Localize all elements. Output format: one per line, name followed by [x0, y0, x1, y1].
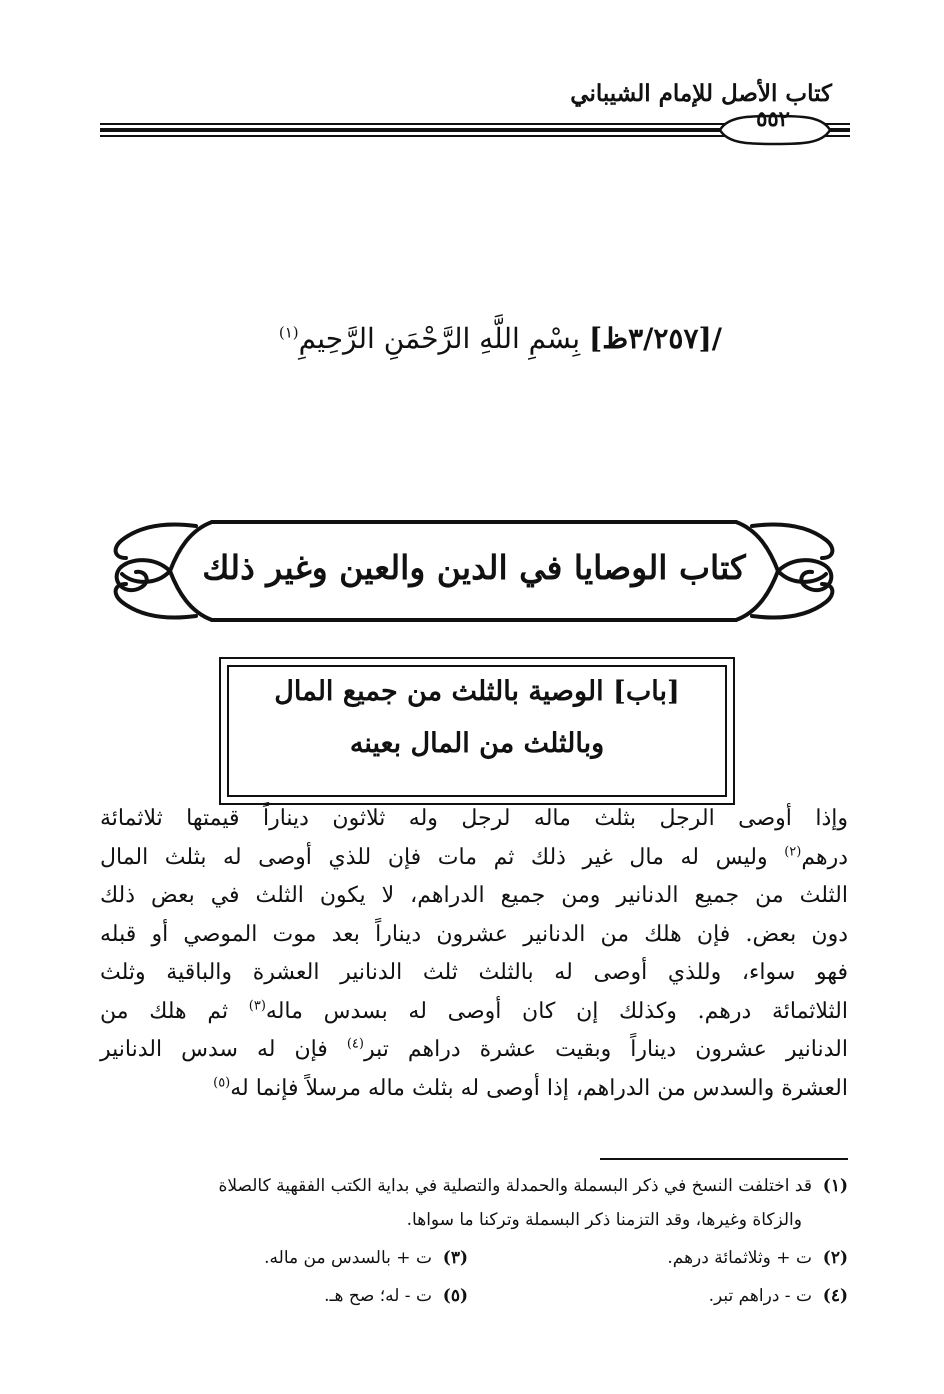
- page-number: ٥٥٢: [756, 106, 790, 131]
- chapter-heading: [باب] الوصية بالثلث من جميع المال: [274, 676, 680, 707]
- basmala-line: [279, 322, 722, 355]
- footnote-number: (٢): [822, 1248, 848, 1268]
- body-text-run: وليس له مال غير ذلك ثم مات فإن للذي أوصى له بثلث المال: [100, 844, 785, 870]
- footnote-text: ت - دراهم تبر.: [708, 1286, 812, 1306]
- footnote-3: [264, 1248, 468, 1268]
- body-text-run: الثلاثمائة درهم. وكذلك إن كان أوصى له بسدس ماله: [265, 998, 848, 1024]
- body-text-run: الدنانير عشرون ديناراً وبقيت عشرة دراهم تبر: [363, 1037, 848, 1062]
- footnote-1: [218, 1176, 848, 1196]
- body-line: فهو سواء، وللذي أوصى له بالثلث ثلث الدنانير العشرة والباقية وثلث: [100, 960, 848, 985]
- footnote-text: ت + بالسدس من ماله.: [264, 1248, 432, 1268]
- body-text-run: العشرة والسدس من الدراهم، إذا أوصى له بثلث ماله مرسلاً فإنما له: [230, 1075, 848, 1101]
- body-text-run: ثم هلك من: [100, 998, 249, 1024]
- body-text-run: درهم: [801, 844, 848, 870]
- body-line: دون بعض. فإن هلك من الدنانير عشرون ديناراً بعد موت الموصي أو قبله: [100, 921, 848, 947]
- body-line: [100, 1031, 848, 1070]
- footnote-number: (٥): [442, 1286, 468, 1306]
- chapter-heading-continued: وبالثلث من المال بعينه: [349, 728, 605, 759]
- footnote-text: ت + وثلاثمائة درهم.: [667, 1248, 812, 1268]
- footnote-number: (١): [822, 1176, 848, 1196]
- body-text-run: فإن له سدس الدنانير: [100, 1037, 347, 1062]
- footnote-1-continued: والزكاة وغيرها، وقد التزمنا ذكر البسملة وتركنا ما سواها.: [406, 1210, 802, 1230]
- running-title: كتاب الأصل للإمام الشيباني: [570, 80, 832, 107]
- footnote-separator: [600, 1158, 848, 1160]
- book-title: كتاب الوصايا في الدين والعين وغير ذلك: [202, 548, 746, 587]
- footnote-number: (٣): [442, 1248, 468, 1268]
- body-line: وإذا أوصى الرجل بثلث ماله لرجل وله ثلاثون ديناراً قيمتها ثلاثمائة: [100, 806, 848, 831]
- footnote-text: ت - له؛ صح هـ.: [324, 1286, 432, 1306]
- footnote-marker: (٢): [784, 844, 802, 860]
- footnote-marker: (٤): [346, 1036, 364, 1052]
- body-line: [100, 993, 848, 1032]
- footnote-number: (٤): [822, 1286, 848, 1306]
- footnote-4: [709, 1286, 848, 1306]
- footnote-marker: (٥): [213, 1075, 231, 1091]
- footnote-2: [667, 1248, 848, 1268]
- body-line: [100, 839, 848, 878]
- footnote-text: قد اختلفت النسخ في ذكر البسملة والحمدلة والتصلية في بداية الكتب الفقهية كالصلاة: [218, 1176, 812, 1196]
- manuscript-folio-ref: /[٣/٢٥٧ظ]: [588, 322, 722, 355]
- footnote-5: [324, 1286, 468, 1306]
- body-text: [100, 800, 848, 1108]
- body-line: [100, 1070, 848, 1109]
- basmala: بِسْمِ اللَّهِ الرَّحْمَنِ الرَّحِيمِ: [298, 322, 581, 355]
- footnote-marker: (٣): [248, 998, 266, 1014]
- body-line: الثلث من جميع الدنانير ومن جميع الدراهم، لا يكون الثلث في بعض ذلك: [100, 883, 848, 908]
- footnote-marker: (١): [278, 323, 299, 342]
